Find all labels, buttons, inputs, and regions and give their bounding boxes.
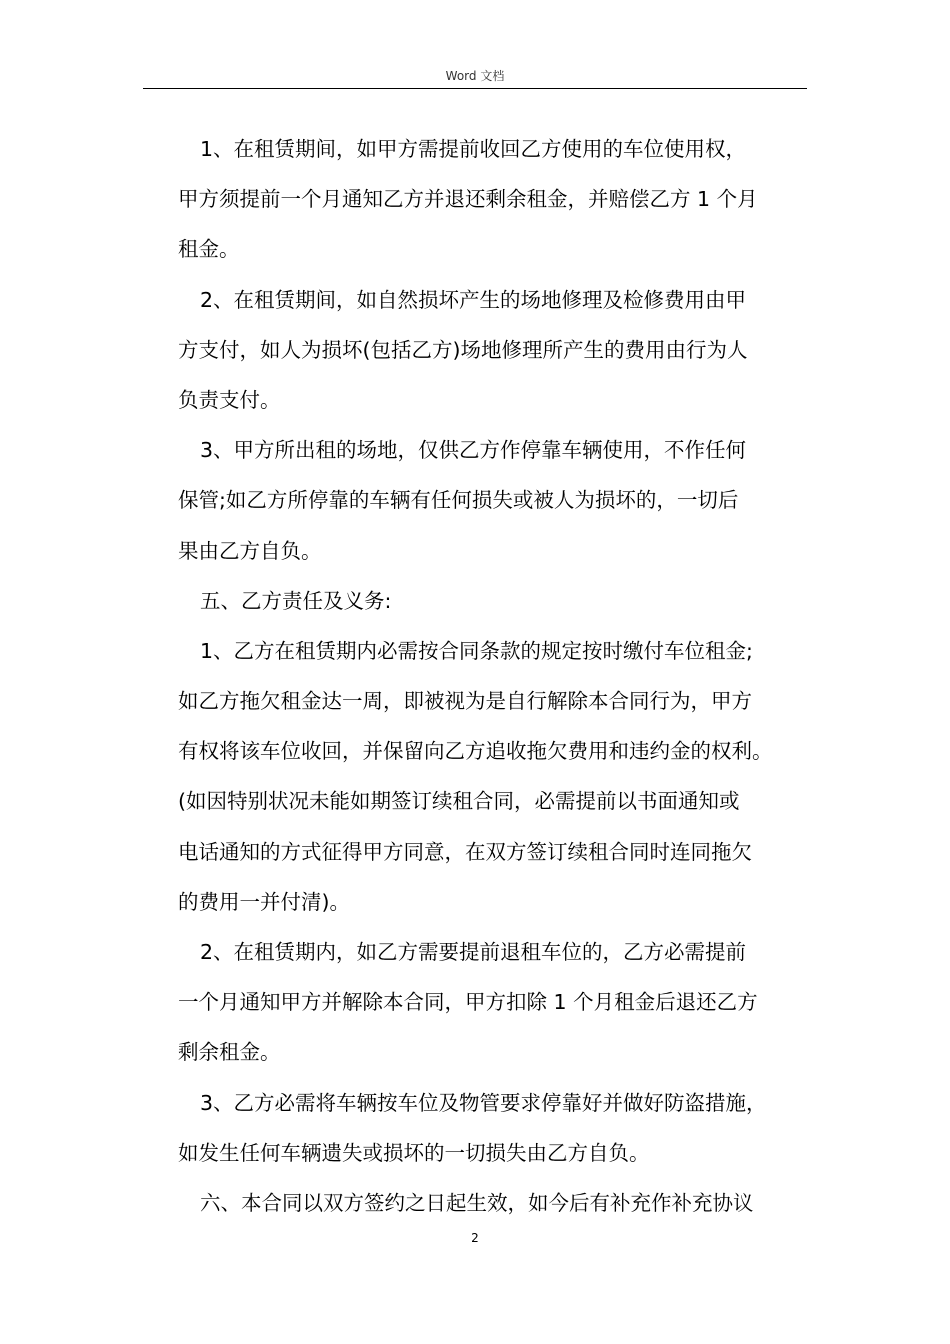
- page-header-title: Word 文档: [445, 69, 505, 83]
- body-line: 1、在租赁期间，如甲方需提前收回乙方使用的车位使用权，: [200, 137, 747, 161]
- body-line: 2、在租赁期间，如自然损坏产生的场地修理及检修费用由甲: [200, 287, 747, 312]
- body-line: (如因特别状况未能如期签订续租合同，必需提前以书面通知或: [178, 789, 740, 814]
- body-line: 方支付，如人为损坏(包括乙方)场地修理所产生的费用由行为人: [178, 337, 748, 362]
- page-number: 2: [471, 1231, 479, 1245]
- body-line: 负责支付。: [178, 387, 281, 412]
- body-line: 电话通知的方式征得甲方同意，在双方签订续租合同时连同拖欠: [178, 839, 752, 864]
- body-line: 1、乙方在租赁期内必需按合同条款的规定按时缴付车位租金;: [200, 638, 753, 663]
- body-line: 果由乙方自负。: [178, 538, 322, 563]
- body-line: 3、甲方所出租的场地，仅供乙方作停靠车辆使用，不作任何: [200, 438, 747, 463]
- body-line: 的费用一并付清)。: [178, 889, 350, 914]
- document-body: [178, 124, 818, 1228]
- body-line: 租金。: [178, 237, 240, 262]
- body-line: 剩余租金。: [178, 1040, 281, 1065]
- body-line: 2、在租赁期内，如乙方需要提前退租车位的，乙方必需提前: [200, 940, 747, 964]
- body-line: 如发生任何车辆遗失或损坏的一切损失由乙方自负。: [178, 1140, 650, 1165]
- header-divider: [143, 88, 807, 89]
- body-line: 保管;如乙方所停靠的车辆有任何损失或被人为损坏的，一切后: [178, 488, 739, 513]
- body-line: 有权将该车位收回，并保留向乙方追收拖欠费用和违约金的权利。: [178, 739, 773, 764]
- section-heading: 六、本合同以双方签约之日起生效，如今后有补充作补充协议: [200, 1190, 754, 1215]
- body-line: 如乙方拖欠租金达一周，即被视为是自行解除本合同行为，甲方: [178, 689, 752, 714]
- body-line: 3、乙方必需将车辆按车位及物管要求停靠好并做好防盗措施，: [200, 1090, 767, 1115]
- body-line: 一个月通知甲方并解除本合同，甲方扣除 1 个月租金后退还乙方: [178, 990, 758, 1015]
- section-heading: 五、乙方责任及义务:: [200, 588, 392, 613]
- body-line: 甲方须提前一个月通知乙方并退还剩余租金，并赔偿乙方 1 个月: [178, 187, 758, 212]
